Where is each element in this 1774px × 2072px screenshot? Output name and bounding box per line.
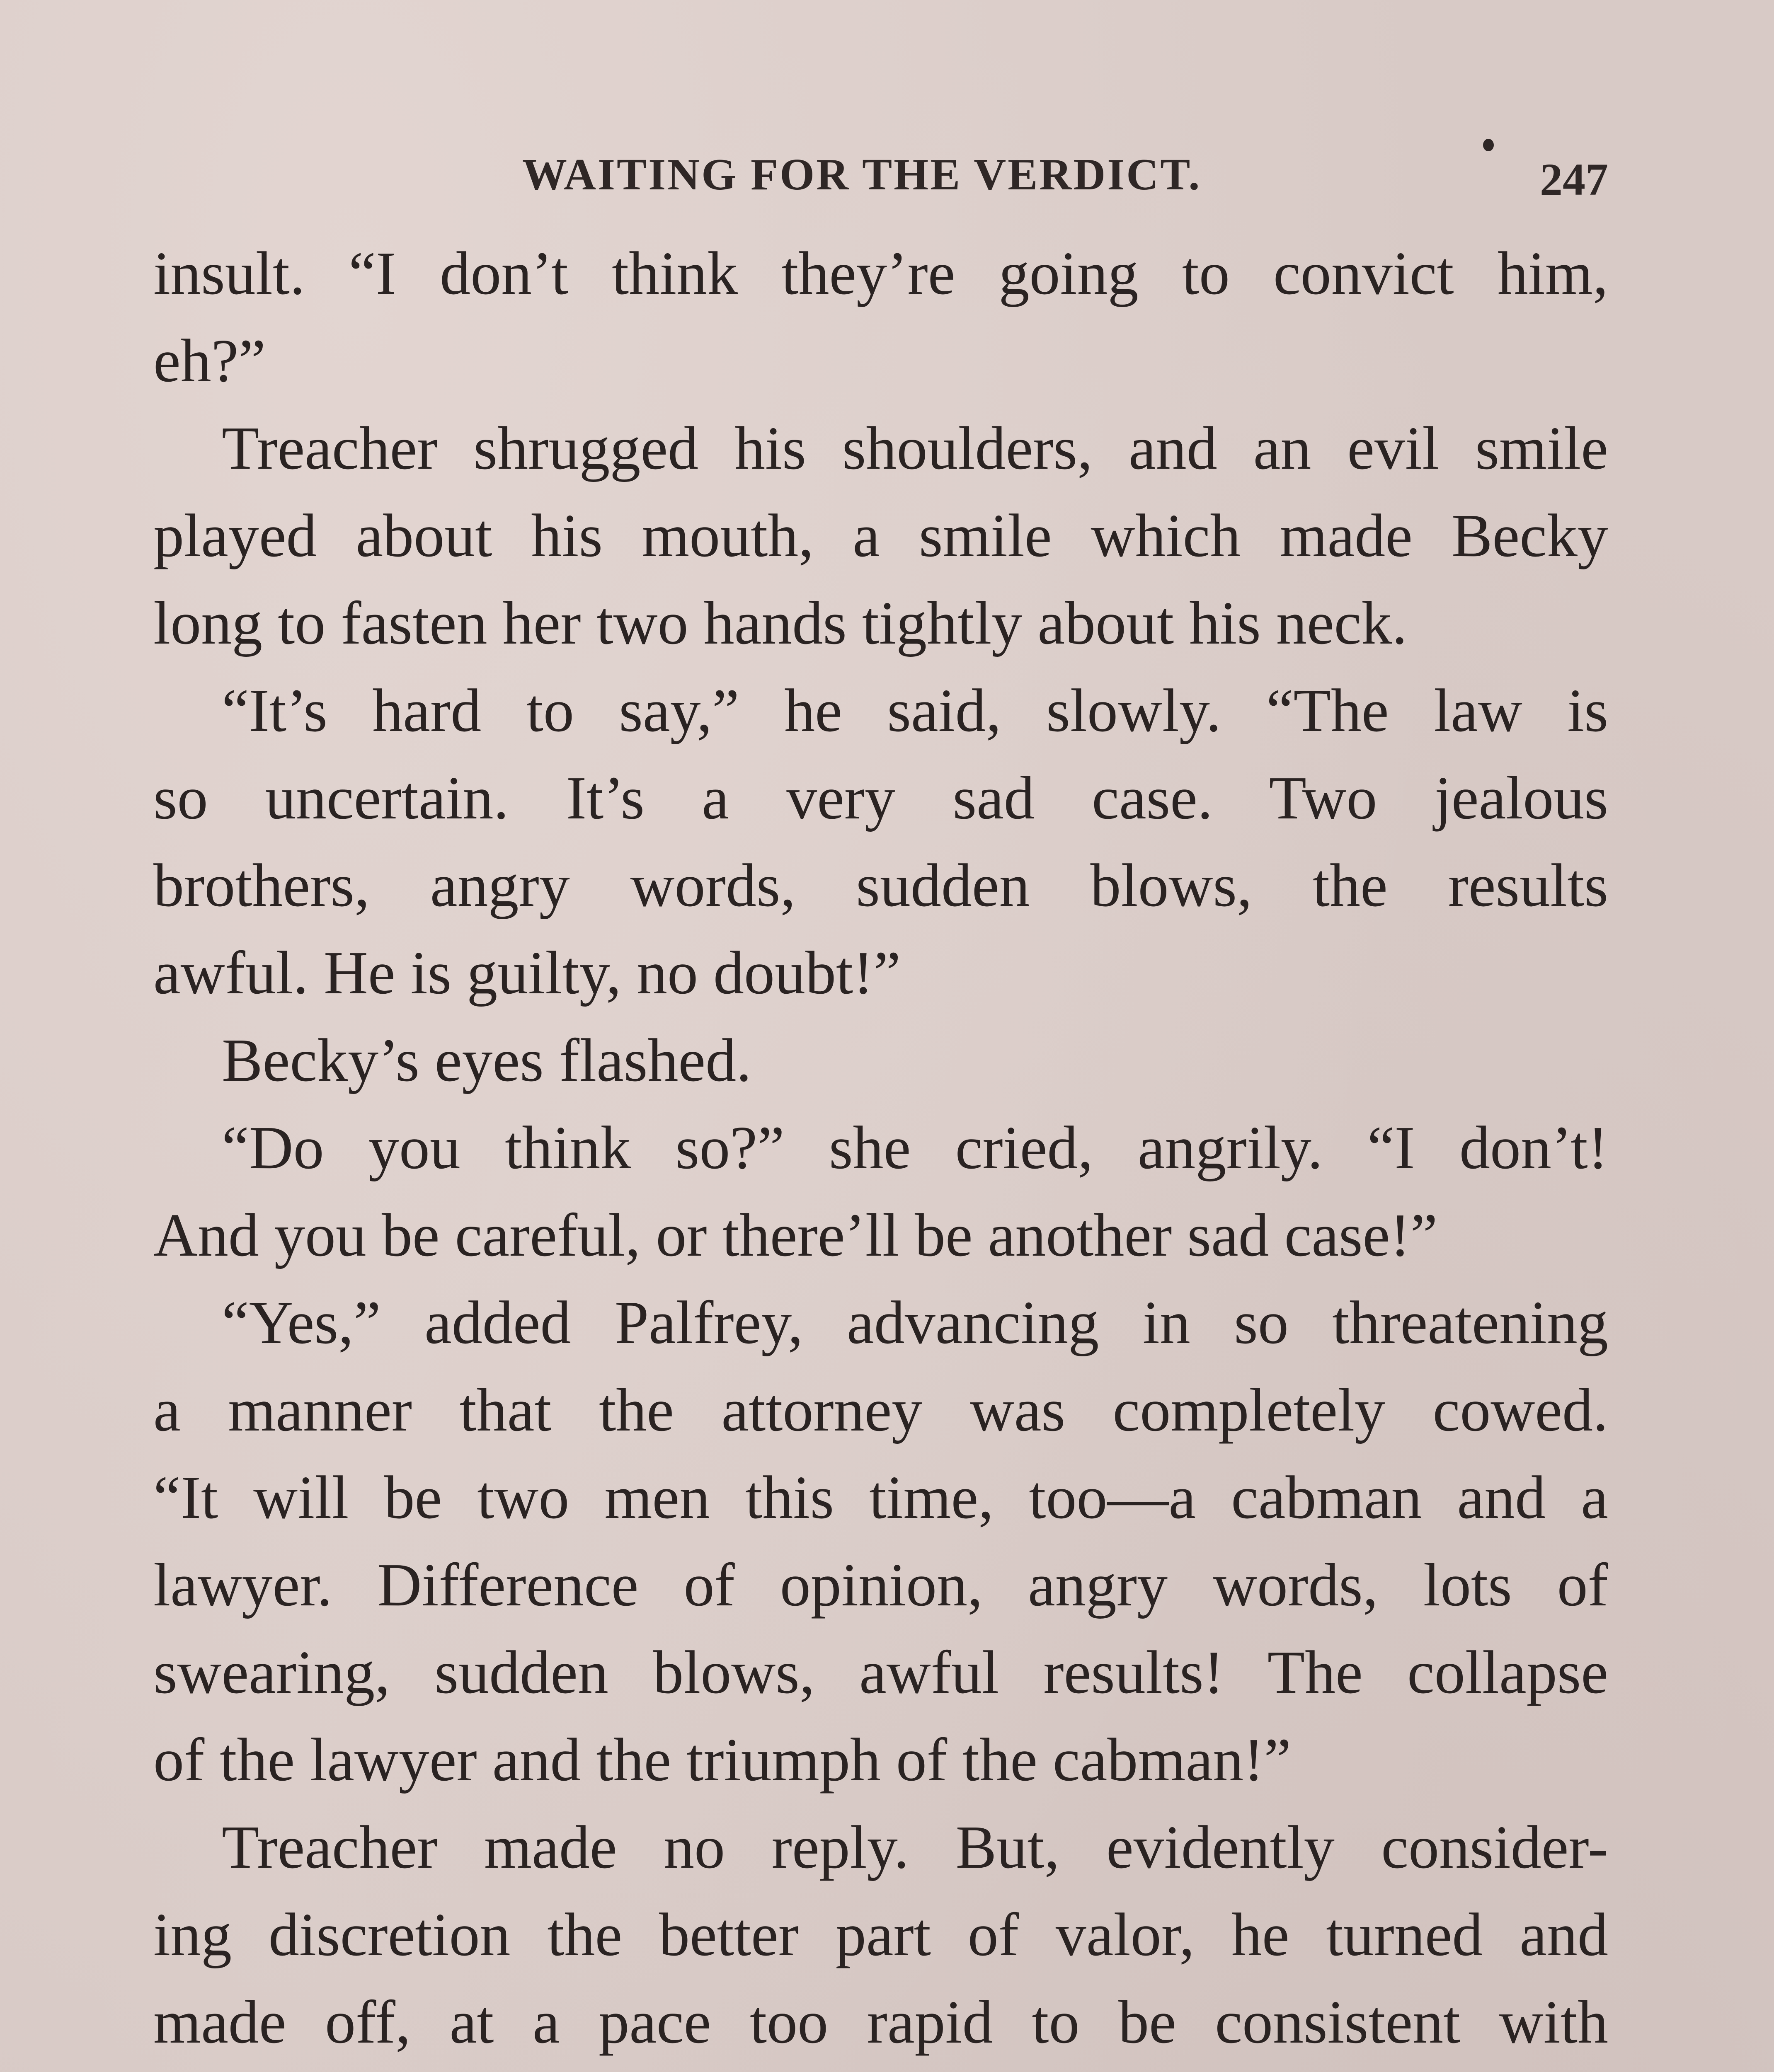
text-line: insult. “I don’t think they’re going to convict him, [153, 240, 1608, 307]
text-line: lawyer. Difference of opinion, angry words, lots of [153, 1551, 1608, 1619]
text-line: ing discretion the better part of valor, he turned and [153, 1901, 1608, 1969]
text-line: “Do you think so?” she cried, angrily. “I don’t! [222, 1114, 1608, 1182]
text-line: “It’s hard to say,” he said, slowly. “The law is [222, 677, 1608, 745]
text-line: Becky’s eyes flashed. [222, 1026, 752, 1094]
text-line: And you be careful, or there’ll be another sad case!” [153, 1201, 1438, 1269]
text-line: brothers, angry words, sudden blows, the results [153, 852, 1608, 920]
ink-speck [1483, 139, 1494, 151]
text-line: made off, at a pace too rapid to be consistent with [153, 1988, 1608, 2056]
text-line [153, 2066, 1608, 2072]
page-number: 247 [1540, 154, 1608, 205]
running-title: WAITING FOR THE VERDICT. [522, 150, 1202, 199]
text-line: “It will be two men this time, too—a cabman and a [153, 1464, 1608, 1532]
text-line: “Yes,” added Palfrey, advancing in so threatening [222, 1289, 1608, 1357]
text-line: swearing, sudden blows, awful results! The collapse [153, 1639, 1608, 1706]
text-line: long to fasten her two hands tightly about his neck. [153, 589, 1408, 657]
text-line: awful. He is guilty, no doubt!” [153, 939, 901, 1007]
text-line: of the lawyer and the triumph of the cabman!” [153, 1726, 1292, 1794]
text-line: Treacher shrugged his shoulders, and an evil smile [222, 414, 1608, 482]
text-line: Treacher made no reply. But, evidently consider- [222, 1813, 1608, 1881]
text-line: played about his mouth, a smile which made Becky [153, 502, 1608, 570]
text-line: a manner that the attorney was completely cowed. [153, 1376, 1608, 1444]
text-line: eh?” [153, 327, 266, 395]
text-line: so uncertain. It’s a very sad case. Two jealous [153, 764, 1608, 832]
body-text [153, 230, 1608, 2072]
